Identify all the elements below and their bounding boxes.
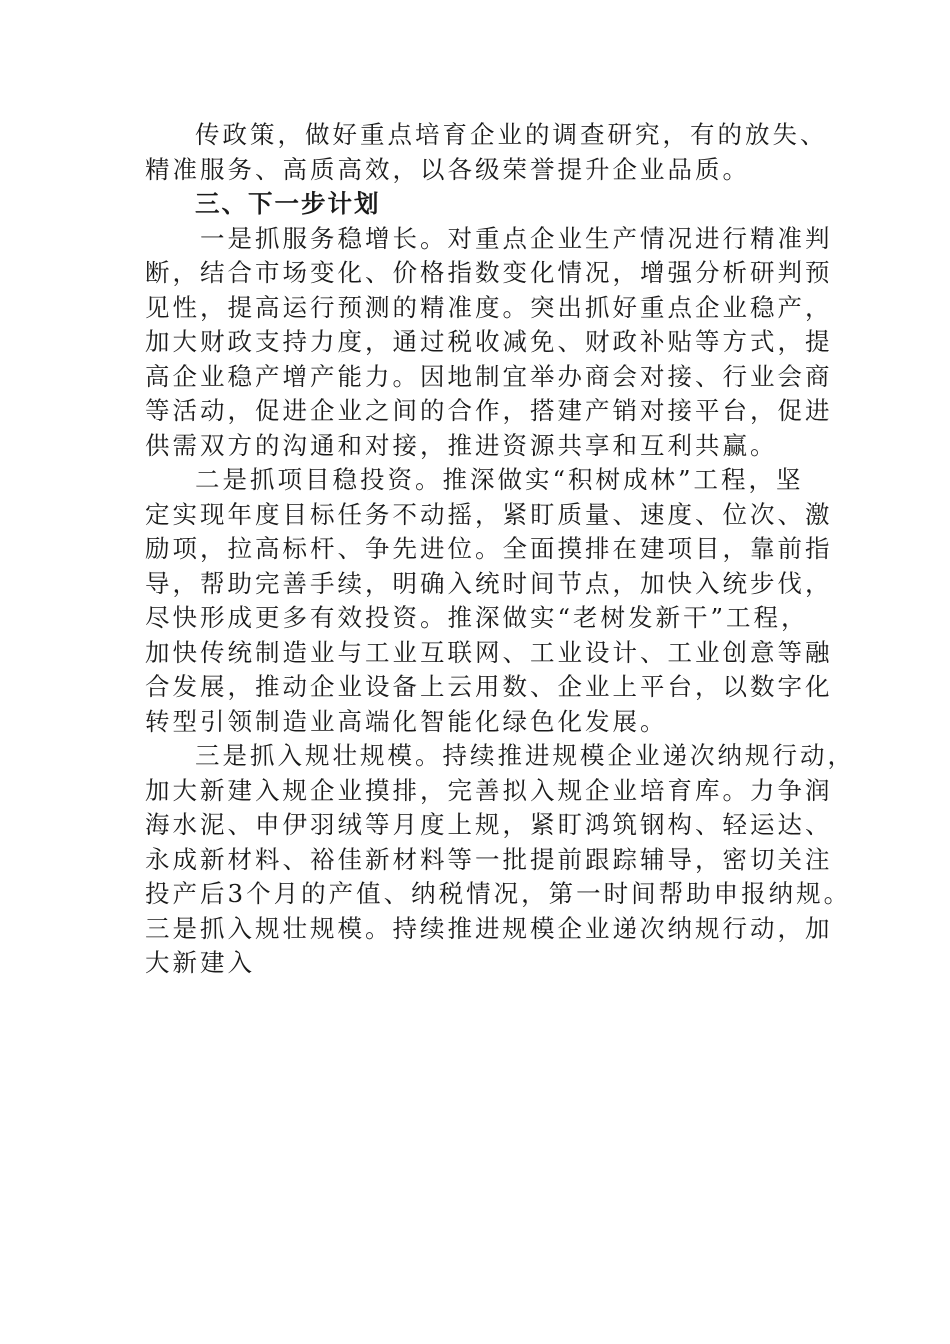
paragraph-line: 三是抓入规壮规模。持续推进规模企业递次纳规行动，加 xyxy=(145,913,833,943)
paragraph-line: 加大财政支持力度，通过税收减免、财政补贴等方式，提 xyxy=(145,327,833,356)
document-body xyxy=(145,118,855,981)
paragraph-line: 永成新材料、裕佳新材料等一批提前跟踪辅导，密切关注 xyxy=(145,844,833,874)
paragraph-line: 见性，提高运行预测的精准度。突出抓好重点企业稳产， xyxy=(145,292,833,322)
paragraph-line: 高企业稳产增产能力。因地制宜举办商会对接、行业会商 xyxy=(145,361,833,391)
paragraph-line: 精准服务、高质高效，以各级荣誉提升企业品质。 xyxy=(145,154,750,184)
paragraph-line: 定实现年度目标任务不动摇，紧盯质量、速度、位次、激 xyxy=(145,499,833,529)
paragraph-line: 合发展，推动企业设备上云用数、企业上平台，以数字化 xyxy=(145,672,833,701)
paragraph-line: 励项，拉高标杆、争先进位。全面摸排在建项目，靠前指 xyxy=(145,534,833,563)
paragraph-line: 导，帮助完善手续，明确入统时间节点，加快入统步伐， xyxy=(145,568,833,598)
paragraph-line: 断，结合市场变化、价格指数变化情况，增强分析研判预 xyxy=(145,258,833,287)
paragraph-line: 一是抓服务稳增长。对重点企业生产情况进行精准判 xyxy=(200,223,833,253)
paragraph-line: 投产后3个月的产值、纳税情况，第一时间帮助申报纳规。 xyxy=(145,879,852,908)
paragraph-line: 供需双方的沟通和对接，推进资源共享和互利共赢。 xyxy=(145,430,778,460)
paragraph-line: 加快传统制造业与工业互联网、工业设计、工业创意等融 xyxy=(145,637,833,667)
paragraph-line: 二是抓项目稳投资。推深做实“积树成林”工程，坚 xyxy=(195,465,804,494)
paragraph-line: 传政策，做好重点培育企业的调查研究，有的放失、 xyxy=(195,120,828,149)
paragraph-line: 海水泥、申伊羽绒等月度上规，紧盯鸿筑钢构、轻运达、 xyxy=(145,810,833,839)
paragraph-line: 三是抓入规壮规模。持续推进规模企业递次纳规行动， xyxy=(195,741,855,770)
paragraph-line: 大新建入 xyxy=(145,948,255,977)
paragraph-line: 转型引领制造业高端化智能化绿色化发展。 xyxy=(145,706,668,736)
paragraph-line: 等活动，促进企业之间的合作，搭建产销对接平台，促进 xyxy=(145,396,833,425)
paragraph-line: 尽快形成更多有效投资。推深做实“老树发新干”工程， xyxy=(145,603,809,632)
paragraph-line: 加大新建入规企业摸排，完善拟入规企业培育库。力争润 xyxy=(145,775,833,805)
section-heading: 三、下一步计划 xyxy=(195,189,381,218)
